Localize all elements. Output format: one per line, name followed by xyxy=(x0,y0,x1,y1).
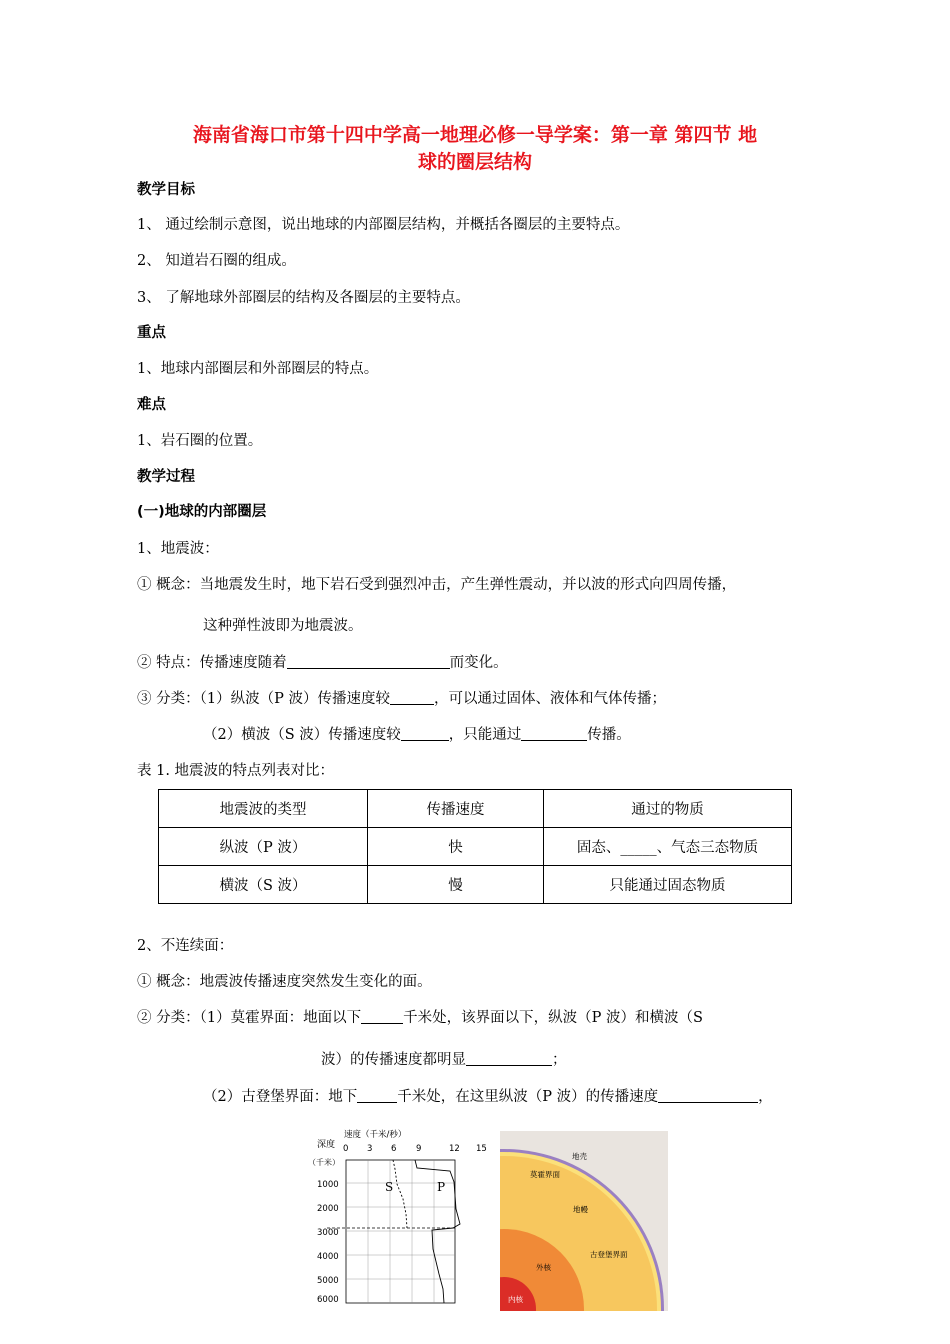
x-tick-label: 3 xyxy=(367,1144,373,1154)
class-2-blank-2[interactable] xyxy=(521,726,587,741)
moho-text-d: ； xyxy=(552,1052,567,1068)
x-tick-label: 12 xyxy=(449,1144,460,1154)
table-cell: 纵波（P 波） xyxy=(159,828,368,866)
goal-1: 1、 通过绘制示意图，说出地球的内部圈层结构，并概括各圈层的主要特点。 xyxy=(137,217,630,233)
title-line-1: 海南省海口市第十四中学高一地理必修一导学案：第一章 第四节 地 xyxy=(192,124,758,146)
moho-line xyxy=(137,1006,703,1027)
table-row xyxy=(159,828,792,866)
goal-3: 3、 了解地球外部圈层的结构及各圈层的主要特点。 xyxy=(137,290,470,306)
x-tick-label: 0 xyxy=(343,1144,349,1154)
inner-core-label: 内核 xyxy=(508,1295,523,1304)
y-tick-label: 2000 xyxy=(317,1204,339,1214)
item-1: 1、地震波： xyxy=(137,541,219,557)
seismic-wave-table xyxy=(158,789,792,904)
table-header-cell: 地震波的类型 xyxy=(159,790,368,828)
crust-label: 地壳 xyxy=(572,1152,587,1161)
class-2-text-b: ，只能通过 xyxy=(448,727,522,743)
table-cell: 只能通过固态物质 xyxy=(544,866,792,904)
p-wave-label: P xyxy=(437,1180,446,1194)
feature-text-post: 而变化。 xyxy=(449,655,508,671)
item-2: 2、不连续面： xyxy=(137,938,234,954)
gutenberg-line xyxy=(203,1085,773,1106)
class-2-blank-1[interactable] xyxy=(401,726,449,741)
y-tick-label: 5000 xyxy=(317,1276,339,1286)
earth-interior-diagram xyxy=(500,1131,668,1311)
gutenberg-blank-1[interactable] xyxy=(357,1088,397,1103)
x-tick-label: 15 xyxy=(476,1144,487,1154)
outer-core-label: 外核 xyxy=(536,1263,551,1272)
title-line-2: 球的圈层结构 xyxy=(417,151,532,173)
table-row xyxy=(159,866,792,904)
difficulty-1: 1、岩石圈的位置。 xyxy=(137,433,263,449)
gutenberg-text-a: （2）古登堡界面：地下 xyxy=(203,1089,358,1105)
class-2-line xyxy=(203,723,631,744)
s-wave-label: S xyxy=(385,1180,394,1194)
moho-line-2 xyxy=(321,1048,567,1069)
goals-heading: 教学目标 xyxy=(137,182,195,198)
moho-text-b: 千米处，该界面以下，纵波（P 波）和横波（S xyxy=(403,1010,703,1026)
concept-line-b: 这种弹性波即为地震波。 xyxy=(203,618,363,634)
class-1-text-pre: ③ 分类：（1）纵波（P 波）传播速度较 xyxy=(137,691,390,707)
class-1-line xyxy=(137,687,666,708)
concept-line-a: ① 概念：当地震发生时，地下岩石受到强烈冲击，产生弹性震动，并以波的形式向四周传播， xyxy=(137,577,737,593)
seismic-velocity-chart xyxy=(305,1124,495,1310)
table-caption: 表 1. 地震波的特点列表对比： xyxy=(137,763,335,779)
document-title xyxy=(120,122,830,176)
feature-text-pre: ② 特点：传播速度随着 xyxy=(137,655,287,671)
key-heading: 重点 xyxy=(137,325,166,341)
class-2-text-a: （2）横波（S 波）传播速度较 xyxy=(203,727,401,743)
table-cell: 慢 xyxy=(368,866,544,904)
mantle-label: 地幔 xyxy=(573,1205,588,1214)
x-tick-label: 6 xyxy=(391,1144,397,1154)
x-tick-label: 9 xyxy=(416,1144,422,1154)
class-1-text-post: ，可以通过固体、液体和气体传播； xyxy=(433,691,666,707)
moho-label: 莫霍界面 xyxy=(530,1170,560,1179)
moho-text-c: 波）的传播速度都明显 xyxy=(321,1052,466,1068)
feature-blank[interactable] xyxy=(287,654,450,669)
feature-line xyxy=(137,651,508,672)
table-header-cell: 通过的物质 xyxy=(544,790,792,828)
process-heading: 教学过程 xyxy=(137,469,195,485)
moho-text-a: ② 分类：（1）莫霍界面：地面以下 xyxy=(137,1010,362,1026)
speed-axis-label: 速度（千米/秒） xyxy=(344,1130,407,1140)
moho-blank-1[interactable] xyxy=(361,1009,403,1024)
gutenberg-text-c: ， xyxy=(758,1089,773,1105)
y-tick-label: 4000 xyxy=(317,1252,339,1262)
goal-2: 2、 知道岩石圈的组成。 xyxy=(137,253,296,269)
s-wave-curve xyxy=(393,1160,407,1228)
depth-axis-label: 深度 xyxy=(317,1140,336,1150)
class-2-text-c: 传播。 xyxy=(587,727,631,743)
table-cell: 固态、_____、气态三态物质 xyxy=(544,828,792,866)
table-header-cell: 传播速度 xyxy=(368,790,544,828)
gutenberg-text-b: 千米处，在这里纵波（P 波）的传播速度 xyxy=(397,1089,659,1105)
class-1-blank[interactable] xyxy=(390,690,434,705)
section-1-heading: (一)地球的内部圈层 xyxy=(137,504,267,520)
gutenberg-label: 古登堡界面 xyxy=(590,1250,628,1259)
difficulty-heading: 难点 xyxy=(137,397,166,413)
y-tick-label: 3000 xyxy=(317,1228,339,1238)
discontinuity-concept: ① 概念：地震波传播速度突然发生变化的面。 xyxy=(137,974,432,990)
y-tick-label: 1000 xyxy=(317,1180,339,1190)
y-tick-label: 6000 xyxy=(317,1295,339,1305)
table-header-row xyxy=(159,790,792,828)
table-cell: 快 xyxy=(368,828,544,866)
gutenberg-blank-2[interactable] xyxy=(658,1088,758,1103)
table-cell: 横波（S 波） xyxy=(159,866,368,904)
moho-blank-2[interactable] xyxy=(466,1051,552,1066)
depth-unit-label: （千米） xyxy=(308,1158,340,1167)
key-1: 1、地球内部圈层和外部圈层的特点。 xyxy=(137,361,379,377)
